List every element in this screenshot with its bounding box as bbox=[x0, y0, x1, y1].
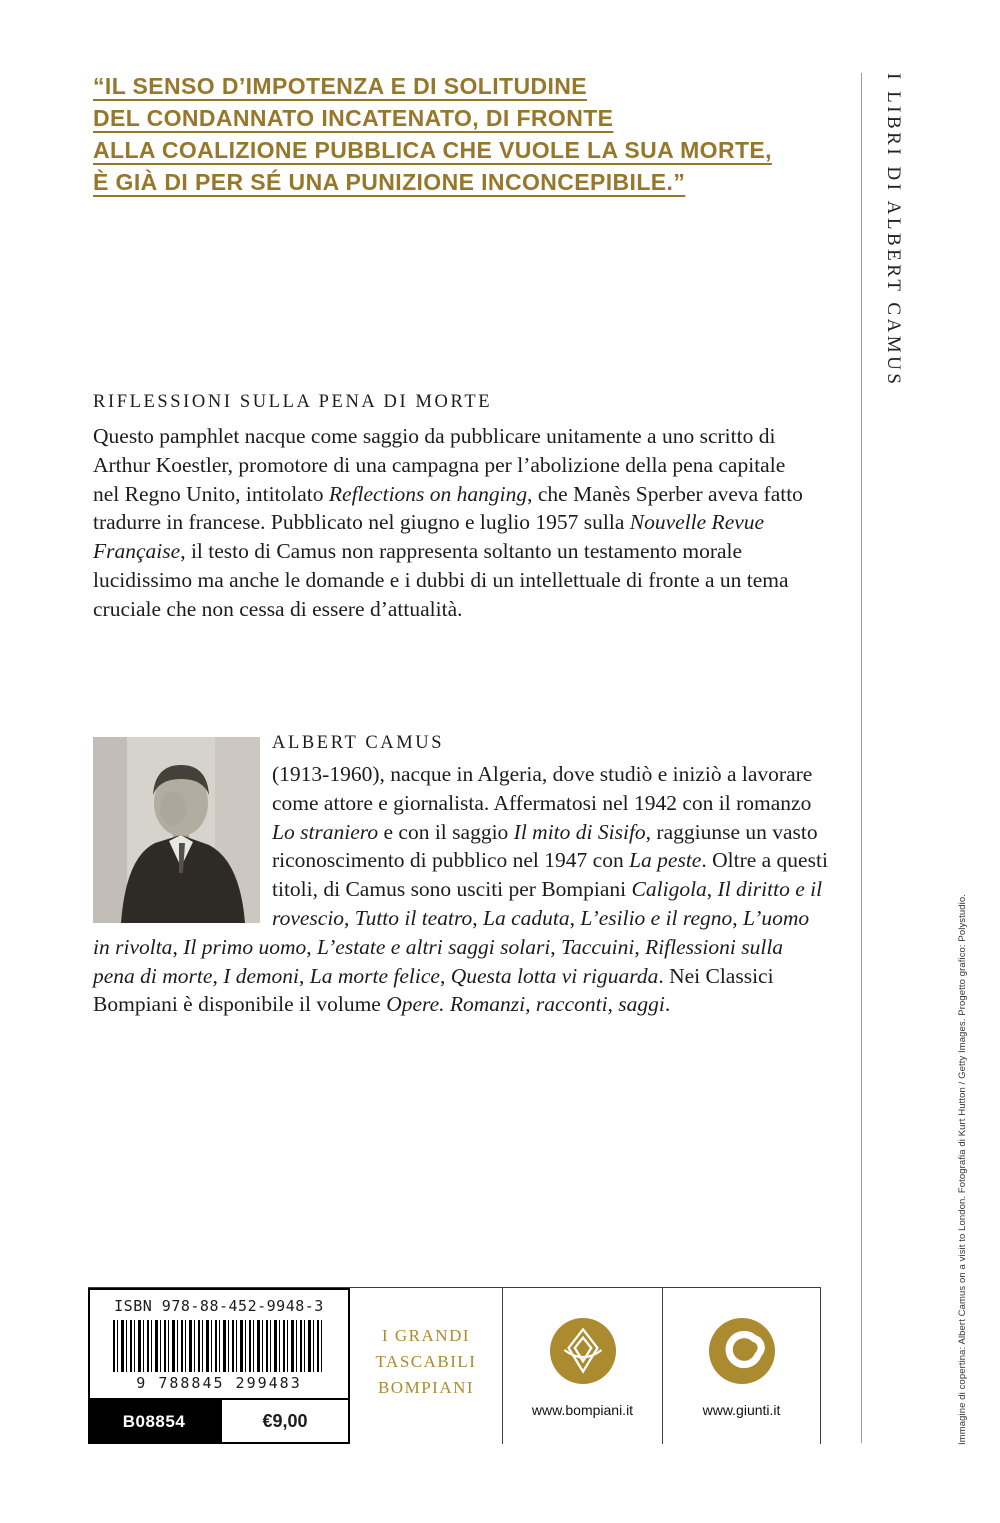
product-code: B08854 bbox=[88, 1400, 220, 1444]
imprint-line: I GRANDI bbox=[381, 1326, 471, 1345]
price: €9,00 bbox=[220, 1400, 350, 1444]
isbn-label: ISBN 978-88-452-9948-3 bbox=[114, 1297, 324, 1315]
vertical-rule bbox=[861, 73, 862, 1443]
author-bio: (1913-1960), nacque in Algeria, dove studiò e iniziò a lavorare come attore e giornalista. Affermatosi nel 1942 con il romanzo Lo straniero e con il saggio Il mito di Sisifo, raggiunse un vasto riconoscimento di pubblico nel 1947 con La peste. Oltre a questi titoli, di Camus sono usciti per Bompiani Caligola, Il diritto e il rovescio, Tutto il teatro, La caduta, L’esilio e il regno, L’uomo in rivolta, Il primo uomo, L’estate e altri saggi solari, Taccuini, Riflessioni sulla pena di morte, I demoni, La morte felice, Questa lotta vi riguarda. Nei Classici Bompiani è disponibile il volume Opere. Romanzi, racconti, saggi. bbox=[93, 762, 828, 1017]
barcode-panel bbox=[88, 1288, 350, 1444]
imprint-panel bbox=[350, 1288, 502, 1444]
quote-line: “IL SENSO D’IMPOTENZA E DI SOLITUDINE bbox=[93, 73, 588, 99]
albert-camus-photo bbox=[93, 737, 260, 923]
series-title-vertical: I LIBRI DI ALBERT CAMUS bbox=[883, 73, 904, 388]
photo-credits: Immagine di copertina: Albert Camus on a visit to London. Fotografia di Kurt Hutton / Getty Images. Progetto grafico: Polystudio. bbox=[957, 894, 968, 1445]
barcode bbox=[113, 1320, 325, 1372]
quote-block bbox=[93, 70, 783, 198]
giunti-panel bbox=[662, 1288, 821, 1444]
price-row bbox=[88, 1400, 350, 1444]
bompiani-panel bbox=[502, 1288, 662, 1444]
synopsis-paragraph: Questo pamphlet nacque come saggio da pubblicare unitamente a uno scritto di Arthur Koestler, promotore di una campagna per l’abolizione della pena capitale nel Regno Unito, intitolato Reflections on hanging, che Manès Sperber aveva fatto tradurre in francese. Pubblicato nel giugno e luglio 1957 sulla Nouvelle Revue Française, il testo di Camus non rappresenta soltanto un testamento morale lucidissimo ma anche le domande e i dubbi di un intellettuale di fronte a un tema cruciale che non cessa di essere d’attualità. bbox=[93, 424, 803, 621]
imprint-line: TASCABILI bbox=[375, 1352, 477, 1371]
author-name: ALBERT CAMUS bbox=[272, 733, 445, 753]
book-title-heading: RIFLESSIONI SULLA PENA DI MORTE bbox=[93, 392, 493, 412]
synopsis-section bbox=[93, 392, 808, 624]
giunti-url: www.giunti.it bbox=[702, 1402, 781, 1418]
imprint-line: BOMPIANI bbox=[377, 1378, 475, 1397]
bompiani-url: www.bompiani.it bbox=[531, 1402, 634, 1418]
bompiani-logo-icon bbox=[550, 1318, 616, 1384]
giunti-logo-icon bbox=[709, 1318, 775, 1384]
quote-line: È GIÀ DI PER SÉ UNA PUNIZIONE INCONCEPIBILE.” bbox=[93, 169, 686, 195]
author-section bbox=[93, 733, 830, 1019]
barcode-digits: 9 788845 299483 bbox=[136, 1374, 302, 1392]
quote-line: ALLA COALIZIONE PUBBLICA CHE VUOLE LA SUA MORTE, bbox=[93, 137, 772, 163]
isbn-box bbox=[88, 1288, 350, 1400]
publisher-footer bbox=[88, 1287, 821, 1444]
quote-line: DEL CONDANNATO INCATENATO, DI FRONTE bbox=[93, 105, 614, 131]
